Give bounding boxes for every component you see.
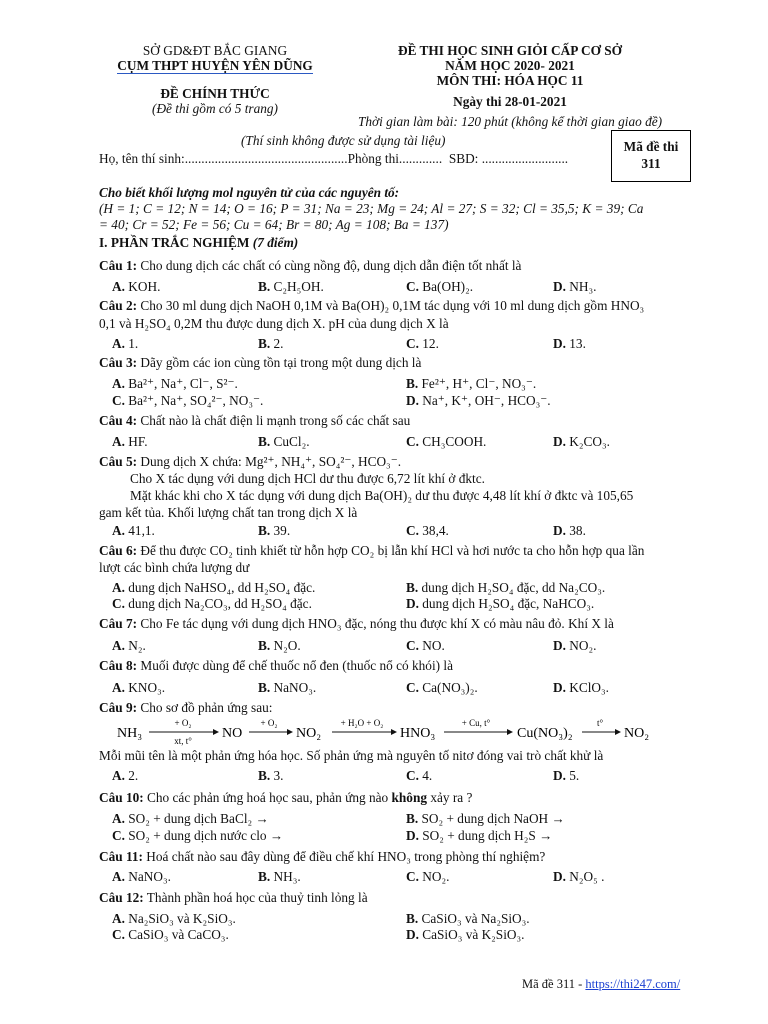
option-text: 3. (273, 768, 284, 783)
option-letter: C. (406, 869, 419, 884)
option-c (406, 768, 432, 783)
question-2 (99, 298, 644, 313)
footer-link[interactable]: https://thi247.com/ (585, 977, 681, 991)
option-c (406, 638, 445, 653)
question-9-cont: Mỗi mũi tên là một phản ứng hóa học. Số phản ứng mà nguyên tố nitơ đóng vai trò chất khử là (99, 748, 604, 763)
option-text: 38,4. (422, 523, 449, 538)
arrow-2-top: + O₂ (260, 718, 278, 728)
option-letter: B. (406, 811, 419, 826)
option-letter: D. (553, 869, 566, 884)
question-label: Câu 5: (99, 454, 138, 469)
option-a (112, 768, 138, 783)
arrow-1-bottom: xt, t° (174, 736, 192, 746)
question-5-line-3: Mặt khác khi cho X tác dụng với dung dịch Ba(OH)₂ dư thu được 4,48 lít khí ở đktc và 105,65 (130, 488, 634, 503)
option-a (112, 911, 236, 926)
option-letter: C. (112, 393, 125, 408)
question-5 (99, 454, 401, 469)
masses-line-2: = 40; Cr = 52; Fe = 56; Cu = 64; Br = 80; Ag = 108; Ba = 137) (99, 217, 449, 232)
option-d (406, 828, 552, 843)
question-text-end: xảy ra ? (430, 790, 473, 805)
option-a (112, 336, 138, 351)
question-text: Hoá chất nào sau đây dùng để điều chế khí HNO₃ trong phòng thí nghiệm? (146, 849, 546, 864)
option-a (112, 638, 146, 653)
official-label: ĐỀ CHÍNH THỨC (160, 86, 270, 101)
question-5-line-2: Cho X tác dụng với dung dịch HCl dư thu được 6,72 lít khí ở đktc. (130, 471, 485, 486)
option-text: Ba²⁺, Na⁺, SO₄²⁻, NO₃⁻. (128, 393, 264, 408)
option-b (406, 911, 530, 926)
option-c (406, 434, 486, 449)
question-text: Thành phần hoá học của thuỷ tinh lỏng là (146, 890, 368, 905)
option-letter: D. (553, 434, 566, 449)
option-c (112, 927, 229, 942)
option-letter: B. (406, 376, 419, 391)
question-text: Để thu được CO₂ tinh khiết từ hỗn hợp CO₂ bị lẫn khí HCl và hơi nước ta cho hỗn hợp qua lần (140, 543, 645, 558)
option-letter: B. (258, 336, 271, 351)
option-text: CH₃COOH. (422, 434, 487, 449)
question-label: Câu 3: (99, 355, 138, 370)
option-text: NaNO₃. (128, 869, 171, 884)
option-letter: D. (553, 768, 566, 783)
option-letter: D. (553, 638, 566, 653)
question-label: Câu 11: (99, 849, 143, 864)
option-text: KNO₃. (128, 680, 166, 695)
dept-name: SỞ GD&ĐT BẮC GIANG (142, 43, 288, 58)
species-nh3: NH₃ (117, 726, 143, 741)
question-text: Dung dịch X chứa: Mg²⁺, NH₄⁺, SO₄²⁻, HCO₃⁻. (140, 454, 402, 469)
option-text: N₂. (128, 638, 146, 653)
exam-date: Ngày thi 28-01-2021 (453, 94, 567, 109)
option-c (112, 393, 263, 408)
option-text: Ba²⁺, Na⁺, Cl⁻, S²⁻. (128, 376, 238, 391)
option-letter: B. (258, 768, 271, 783)
question-8 (99, 658, 453, 673)
option-text: N₂O. (273, 638, 301, 653)
question-7 (99, 616, 614, 631)
question-text: Chất nào là chất điện li mạnh trong số các chất sau (140, 413, 411, 428)
option-c (406, 680, 478, 695)
exam-code-value: 311 (641, 156, 661, 171)
option-letter: A. (112, 768, 125, 783)
option-text: 4. (422, 768, 433, 783)
option-text: NO₂. (569, 638, 597, 653)
question-12 (99, 890, 368, 905)
question-text: Cho các phản ứng hoá học sau, phản ứng nào (147, 790, 389, 805)
option-a (112, 279, 160, 294)
school-year: NĂM HỌC 2020- 2021 (445, 58, 575, 73)
option-a (112, 523, 155, 538)
candidate-name-field: Họ, tên thí sinh:................................................. (99, 151, 348, 166)
option-letter: C. (406, 523, 419, 538)
species-cu-no3-2: Cu(NO₃)₂ (517, 726, 573, 741)
option-text: NO. (422, 638, 445, 653)
arrow-head-icon (615, 729, 621, 735)
option-text: 1. (128, 336, 139, 351)
option-d (406, 393, 551, 408)
option-letter: C. (406, 279, 419, 294)
question-label: Câu 4: (99, 413, 138, 428)
option-text: SO₂ + dung dịch nước clo → (128, 828, 284, 843)
option-text: SO₂ + dung dịch BaCl₂ → (128, 811, 269, 826)
question-11 (99, 849, 545, 864)
option-text: 2. (128, 768, 139, 783)
option-letter: B. (406, 580, 419, 595)
option-b (258, 680, 316, 695)
page-footer (522, 977, 680, 992)
option-letter: C. (112, 828, 125, 843)
option-letter: A. (112, 580, 125, 595)
question-label: Câu 12: (99, 890, 144, 905)
option-text: NO₂. (422, 869, 450, 884)
arrow-3-top: + H₂O + O₂ (340, 718, 384, 728)
page-count: (Đề thi gồm có 5 trang) (152, 101, 278, 116)
time-allowed: Thời gian làm bài: 120 phút (không kể thời gian giao đề) (357, 114, 663, 129)
option-d (553, 523, 586, 538)
option-letter: D. (553, 680, 566, 695)
option-letter: B. (258, 680, 271, 695)
question-6-cont: lượt các bình chứa lượng dư (99, 560, 250, 575)
section-points: (7 điểm) (252, 235, 299, 250)
option-letter: C. (406, 680, 419, 695)
option-letter: B. (406, 911, 419, 926)
option-d (553, 434, 610, 449)
option-text: C₂H₅OH. (273, 279, 324, 294)
option-d (553, 680, 609, 695)
option-letter: C. (406, 638, 419, 653)
option-d (553, 768, 579, 783)
question-6 (99, 543, 644, 558)
no-materials-note: (Thí sinh không được sử dụng tài liệu) (241, 133, 446, 148)
question-1 (99, 258, 521, 273)
option-letter: D. (553, 523, 566, 538)
option-letter: C. (406, 336, 419, 351)
option-b (258, 869, 301, 884)
question-5-line-4: gam kết tủa. Khối lượng chất tan trong dịch X là (99, 505, 358, 520)
question-3 (99, 355, 421, 370)
arrow-head-icon (391, 729, 397, 735)
reaction-scheme (115, 716, 685, 746)
option-letter: A. (112, 911, 125, 926)
option-text: Ca(NO₃)₂. (422, 680, 478, 695)
option-text: NH₃. (273, 869, 301, 884)
option-c (406, 336, 439, 351)
option-letter: A. (112, 680, 125, 695)
question-2-cont: 0,1 và H₂SO₄ 0,2M thu được dung dịch X. pH của dung dịch X là (99, 316, 449, 331)
question-label: Câu 2: (99, 298, 138, 313)
option-letter: A. (112, 523, 125, 538)
question-label: Câu 6: (99, 543, 138, 558)
option-a (112, 869, 171, 884)
option-c (112, 828, 283, 843)
option-text: 38. (569, 523, 586, 538)
option-b (406, 811, 565, 826)
option-d (553, 869, 604, 884)
question-label: Câu 1: (99, 258, 138, 273)
option-text: 5. (569, 768, 580, 783)
exam-code-label: Mã đề thi (623, 139, 679, 154)
option-letter: A. (112, 638, 125, 653)
question-10 (99, 790, 472, 805)
option-text: NaNO₃. (273, 680, 317, 695)
option-letter: B. (258, 869, 271, 884)
school-name-text: CỤM THPT HUYỆN YÊN DŨNG (117, 58, 313, 73)
option-b (258, 279, 324, 294)
option-text: Na⁺, K⁺, OH⁻, HCO₃⁻. (422, 393, 551, 408)
option-a (112, 811, 269, 826)
option-d (553, 336, 586, 351)
option-text: Ba(OH)₂. (422, 279, 474, 294)
option-text: CaSiO₃ và K₂SiO₃. (422, 927, 525, 942)
school-name (100, 58, 330, 73)
option-text: 41,1. (128, 523, 155, 538)
option-text: CaSiO₃ và Na₂SiO₃. (421, 911, 530, 926)
masses-line-1: (H = 1; C = 12; N = 14; O = 16; P = 31; Na = 23; Mg = 24; Al = 27; S = 32; Cl = 35,5; K = 39; Ca (99, 201, 644, 216)
arrow-5-top: t° (596, 718, 604, 728)
footer-code: Mã đề 311 - (522, 977, 583, 991)
option-letter: C. (406, 434, 419, 449)
question-label: Câu 9: (99, 700, 138, 715)
option-c (406, 523, 449, 538)
option-letter: A. (112, 434, 125, 449)
option-b (406, 376, 536, 391)
option-c (406, 279, 473, 294)
option-text: Fe²⁺, H⁺, Cl⁻, NO₃⁻. (421, 376, 537, 391)
option-text: Na₂SiO₃ và K₂SiO₃. (128, 911, 236, 926)
question-text: Cho 30 ml dung dịch NaOH 0,1M và Ba(OH)₂ 0,1M tác dụng với 10 ml dung dịch gồm HNO₃ (140, 298, 645, 313)
option-letter: D. (553, 336, 566, 351)
option-b (258, 523, 290, 538)
option-a (112, 580, 315, 595)
question-emphasis: không (391, 790, 427, 805)
option-letter: A. (112, 336, 125, 351)
option-text: SO₂ + dung dịch NaOH → (421, 811, 565, 826)
option-text: 39. (273, 523, 291, 538)
question-label: Câu 8: (99, 658, 138, 673)
section-heading (99, 235, 298, 250)
option-letter: D. (406, 828, 419, 843)
question-label: Câu 10: (99, 790, 144, 805)
option-letter: B. (258, 638, 271, 653)
option-letter: B. (258, 279, 271, 294)
option-text: KClO₃. (569, 680, 609, 695)
species-no: NO (222, 726, 243, 741)
arrow-head-icon (507, 729, 513, 735)
option-d (553, 279, 596, 294)
section-title: I. PHẦN TRẮC NGHIỆM (99, 235, 250, 250)
option-letter: D. (553, 279, 566, 294)
question-4 (99, 413, 410, 428)
option-c (112, 596, 312, 611)
option-c (406, 869, 449, 884)
option-text: HF. (128, 434, 148, 449)
option-text: N₂O₅ . (569, 869, 605, 884)
option-b (258, 768, 284, 783)
option-letter: A. (112, 811, 125, 826)
arrow-1-top: + O₂ (174, 718, 192, 728)
option-a (112, 680, 165, 695)
arrow-head-icon (213, 729, 219, 735)
option-text: dung dịch Na₂CO₃, dd H₂SO₄ đặc. (128, 596, 312, 611)
option-letter: C. (112, 596, 125, 611)
option-text: dung dịch H₂SO₄ đặc, NaHCO₃. (422, 596, 595, 611)
option-a (112, 434, 148, 449)
exam-code-box (611, 130, 691, 182)
masses-title: Cho biết khối lượng mol nguyên tử của các nguyên tố: (99, 185, 400, 200)
option-text: 2. (273, 336, 284, 351)
option-text: NH₃. (569, 279, 597, 294)
option-text: 13. (569, 336, 586, 351)
option-text: dung dịch H₂SO₄ đặc, dd Na₂CO₃. (421, 580, 606, 595)
species-no2-final: NO₂ (624, 726, 650, 741)
option-b (258, 336, 284, 351)
option-d (553, 638, 596, 653)
question-text: Cho sơ đồ phản ứng sau: (140, 700, 273, 715)
candidate-line (99, 151, 568, 166)
option-text: KOH. (128, 279, 161, 294)
question-label: Câu 7: (99, 616, 138, 631)
question-text: Cho dung dịch các chất có cùng nồng độ, dung dịch dẫn điện tốt nhất là (140, 258, 522, 273)
option-text: CaSiO₃ và CaCO₃. (128, 927, 229, 942)
option-letter: D. (406, 596, 419, 611)
option-letter: B. (258, 523, 271, 538)
option-letter: A. (112, 869, 125, 884)
room-field: Phòng thi............. (347, 151, 443, 166)
option-d (406, 596, 594, 611)
option-text: K₂CO₃. (569, 434, 610, 449)
option-d (406, 927, 524, 942)
option-letter: D. (406, 927, 419, 942)
option-text: SO₂ + dung dịch H₂S → (422, 828, 553, 843)
option-b (406, 580, 605, 595)
sbd-field: SBD: .......................... (448, 151, 569, 166)
option-letter: D. (406, 393, 419, 408)
option-text: CuCl₂. (273, 434, 310, 449)
question-text: Cho Fe tác dụng với dung dịch HNO₃ đặc, nóng thu được khí X có màu nâu đỏ. Khí X là (140, 616, 614, 631)
arrow-head-icon (287, 729, 293, 735)
option-letter: B. (258, 434, 271, 449)
option-letter: A. (112, 279, 125, 294)
option-letter: C. (406, 768, 419, 783)
option-text: dung dịch NaHSO₄, dd H₂SO₄ đặc. (128, 580, 316, 595)
species-no2: NO₂ (296, 726, 322, 741)
question-9 (99, 700, 272, 715)
subject: MÔN THI: HÓA HỌC 11 (436, 73, 584, 88)
question-text: Dãy gồm các ion cùng tồn tại trong một dung dịch là (140, 355, 422, 370)
species-hno3: HNO₃ (400, 726, 436, 741)
option-a (112, 376, 238, 391)
option-letter: C. (112, 927, 125, 942)
option-letter: A. (112, 376, 125, 391)
option-b (258, 638, 301, 653)
option-b (258, 434, 310, 449)
arrow-4-top: + Cu, t° (461, 718, 491, 728)
exam-title: ĐỀ THI HỌC SINH GIỎI CẤP CƠ SỞ (397, 43, 622, 58)
option-text: 12. (422, 336, 439, 351)
question-text: Muối được dùng để chế thuốc nổ đen (thuốc nổ có khói) là (140, 658, 453, 673)
